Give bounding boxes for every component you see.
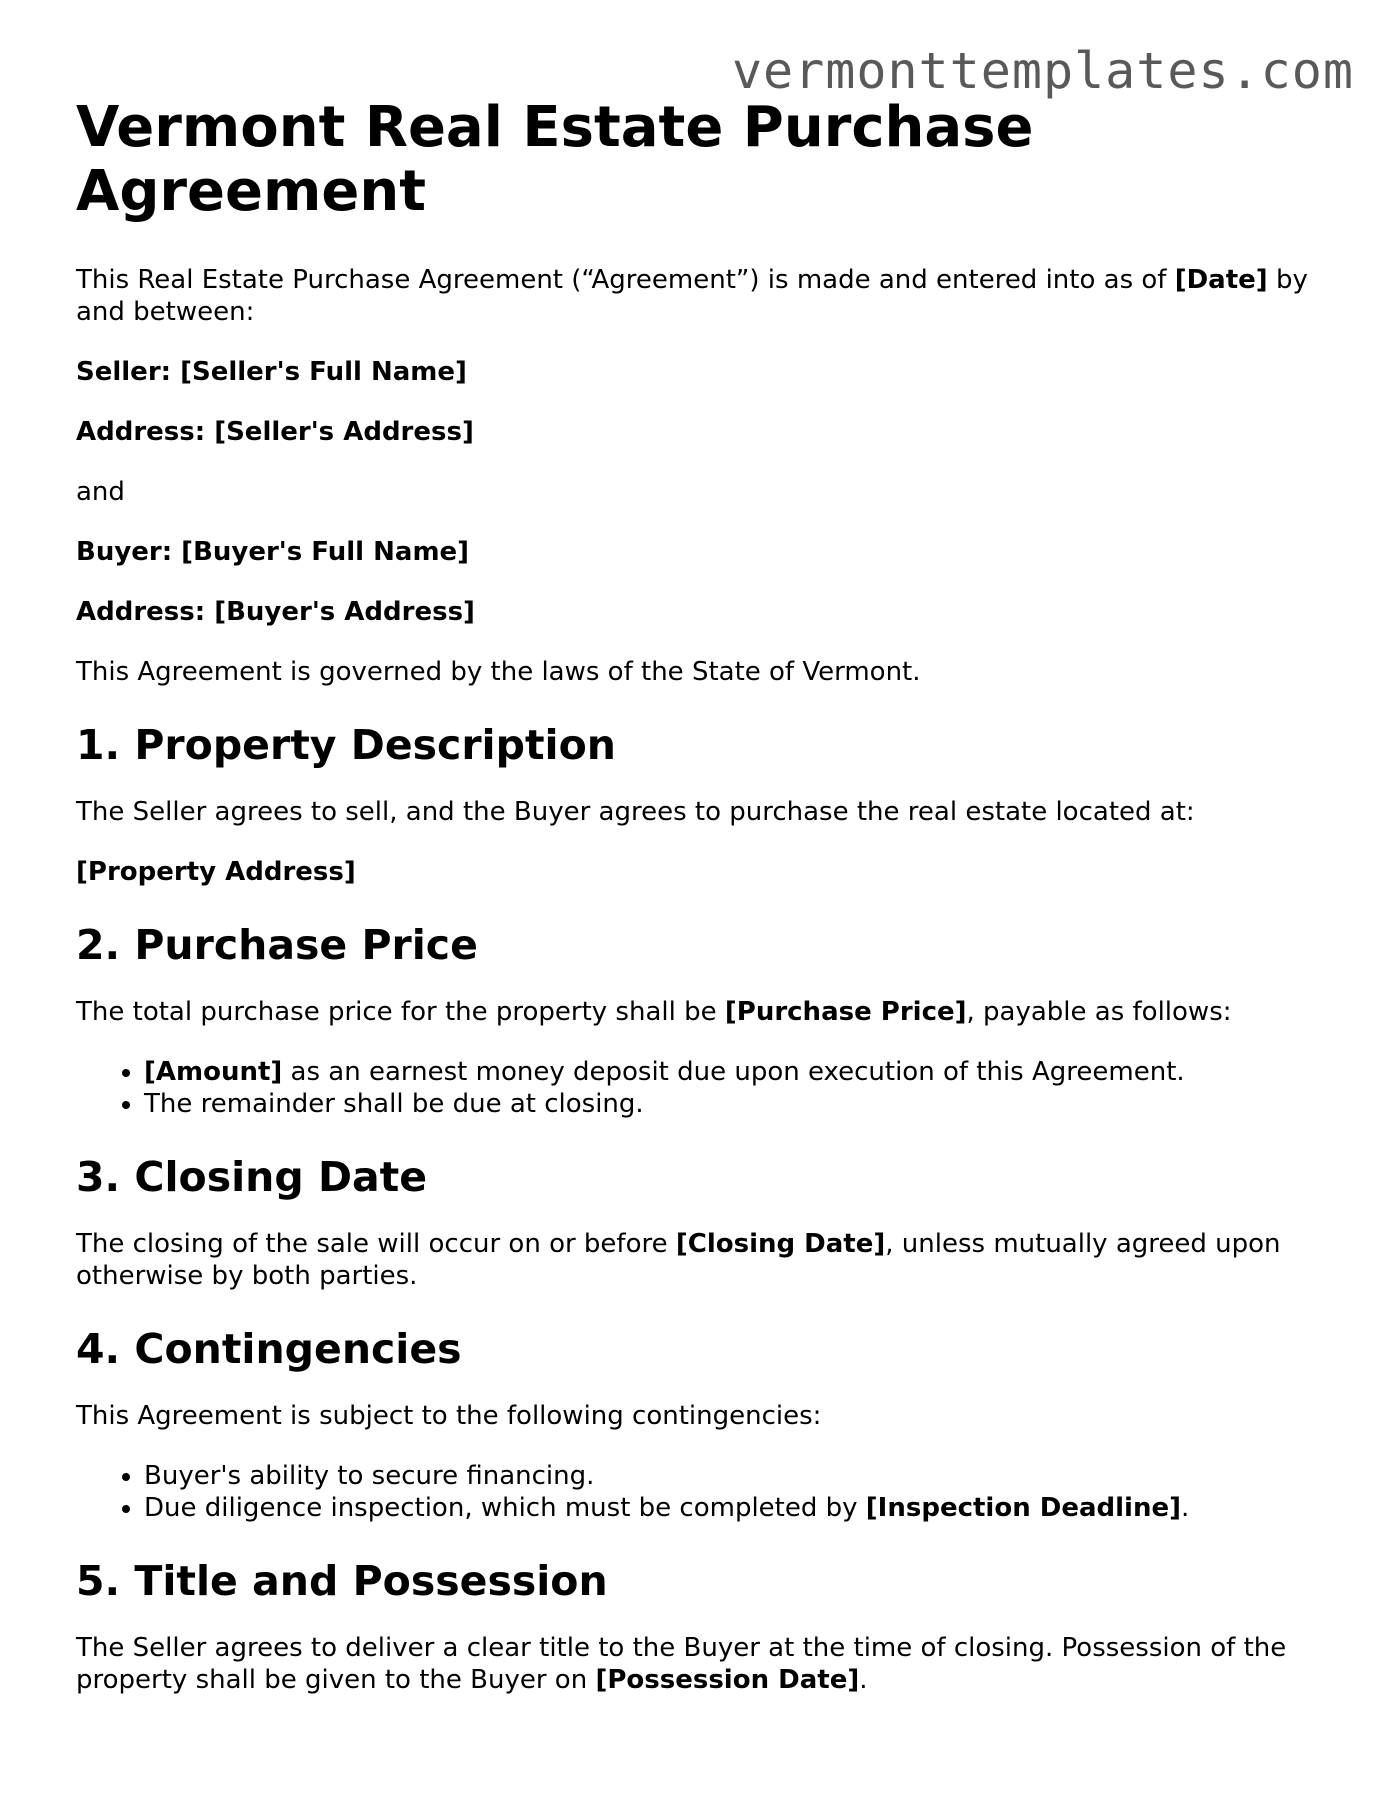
possession-date-placeholder: [Possession Date] [595, 1665, 860, 1695]
date-placeholder: [Date] [1174, 265, 1268, 295]
closing-text-before: The closing of the sale will occur on or before [76, 1229, 676, 1259]
buyer-address-line: Address: [Buyer's Address] [76, 597, 475, 627]
and-line: and [76, 477, 125, 507]
amount-placeholder: [Amount] [144, 1057, 283, 1087]
section-heading-price: 2. Purchase Price [76, 921, 478, 969]
closing-text-after: , unless mutually agreed upon otherwise by both parties. [76, 1229, 1281, 1291]
price-text-before: The total purchase price for the property shall be [76, 997, 725, 1027]
inspection-deadline-placeholder: [Inspection Deadline] [865, 1493, 1181, 1523]
list-item [144, 1088, 1326, 1120]
price-paragraph [76, 996, 1326, 1028]
section-heading-title-possession: 5. Title and Possession [76, 1557, 608, 1605]
closing-paragraph [76, 1228, 1326, 1292]
list-item-text: The remainder shall be due at closing. [144, 1089, 644, 1119]
governing-law-paragraph: This Agreement is governed by the laws of the State of Vermont. [76, 657, 921, 687]
property-paragraph: The Seller agrees to sell, and the Buyer agrees to purchase the real estate located at: [76, 797, 1195, 827]
list-item-text-end: . [1180, 1493, 1190, 1523]
title-possession-paragraph [76, 1632, 1326, 1696]
payment-list [76, 1056, 1326, 1120]
title-text-after: . [859, 1665, 868, 1695]
seller-address-line: Address: [Seller's Address] [76, 417, 474, 447]
intro-text-after: by and between: [76, 265, 1308, 327]
list-item-text: as an earnest money deposit due upon execution of this Agreement. [282, 1057, 1185, 1087]
list-item [144, 1056, 1326, 1088]
intro-text-before: This Real Estate Purchase Agreement (“Agreement”) is made and entered into as of [76, 265, 1175, 295]
section-heading-contingencies: 4. Contingencies [76, 1325, 462, 1373]
purchase-price-placeholder: [Purchase Price] [724, 997, 967, 1027]
contingencies-list [76, 1460, 1326, 1524]
section-heading-property: 1. Property Description [76, 721, 616, 769]
list-item-text: Due diligence inspection, which must be completed by [144, 1493, 866, 1523]
title-text-before: The Seller agrees to deliver a clear title to the Buyer at the time of closing. Possession of the property shall be given to the Buyer on [76, 1633, 1287, 1695]
document-page [76, 96, 1326, 1724]
list-item [144, 1460, 1326, 1492]
list-item [144, 1492, 1326, 1524]
section-heading-closing: 3. Closing Date [76, 1153, 428, 1201]
site-watermark: vermonttemplates.com [731, 42, 1354, 100]
intro-paragraph [76, 264, 1326, 328]
price-text-after: , payable as follows: [966, 997, 1232, 1027]
document-title: Vermont Real Estate Purchase Agreement [76, 95, 1034, 224]
buyer-name-line: Buyer: [Buyer's Full Name] [76, 537, 470, 567]
closing-date-placeholder: [Closing Date] [675, 1229, 886, 1259]
seller-name-line: Seller: [Seller's Full Name] [76, 357, 467, 387]
property-address-placeholder: [Property Address] [76, 857, 356, 887]
list-item-text: Buyer's ability to secure financing. [144, 1461, 595, 1491]
contingencies-paragraph: This Agreement is subject to the following contingencies: [76, 1401, 822, 1431]
